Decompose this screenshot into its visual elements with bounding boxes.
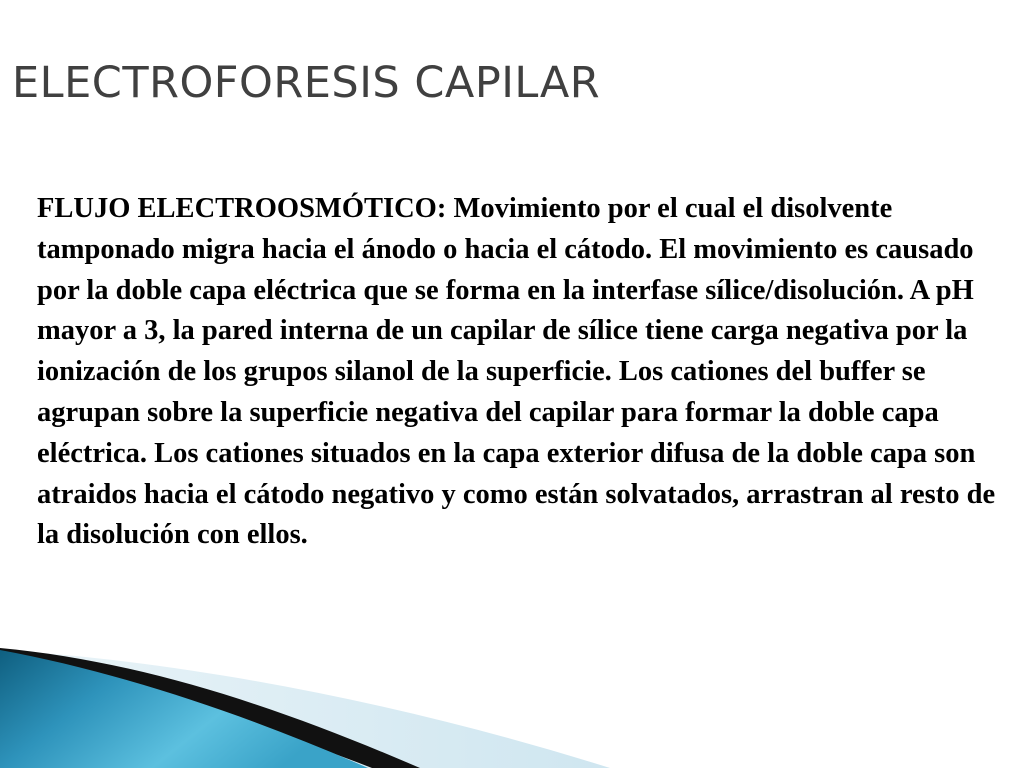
slide-body-text [37, 189, 999, 556]
swoosh-light-band [0, 650, 610, 768]
definition-text: Movimiento por el cual el disolvente tamponado migra hacia el ánodo o hacia el cátodo. El movimiento es causado por la doble capa eléctrica que se forma en la interfase sílice/disolución. A pH mayor a 3, la pared interna de un capilar de sílice tiene carga negativa por la ionización de los grupos silanol de la superficie. Los cationes del buffer se agrupan sobre la superficie negativa del capilar para formar la doble capa eléctrica. Los cationes situados en la capa exterior difusa de la doble capa son atraidos hacia el cátodo negativo y como están solvatados, arrastran al resto de la disolución con ellos. [37, 193, 996, 551]
slide-title: ELECTROFORESIS CAPILAR [12, 58, 601, 108]
swoosh-blue-band [0, 650, 368, 768]
swoosh-black-band [0, 648, 420, 768]
definition-term: FLUJO ELECTROOSMÓTICO: [37, 193, 447, 224]
